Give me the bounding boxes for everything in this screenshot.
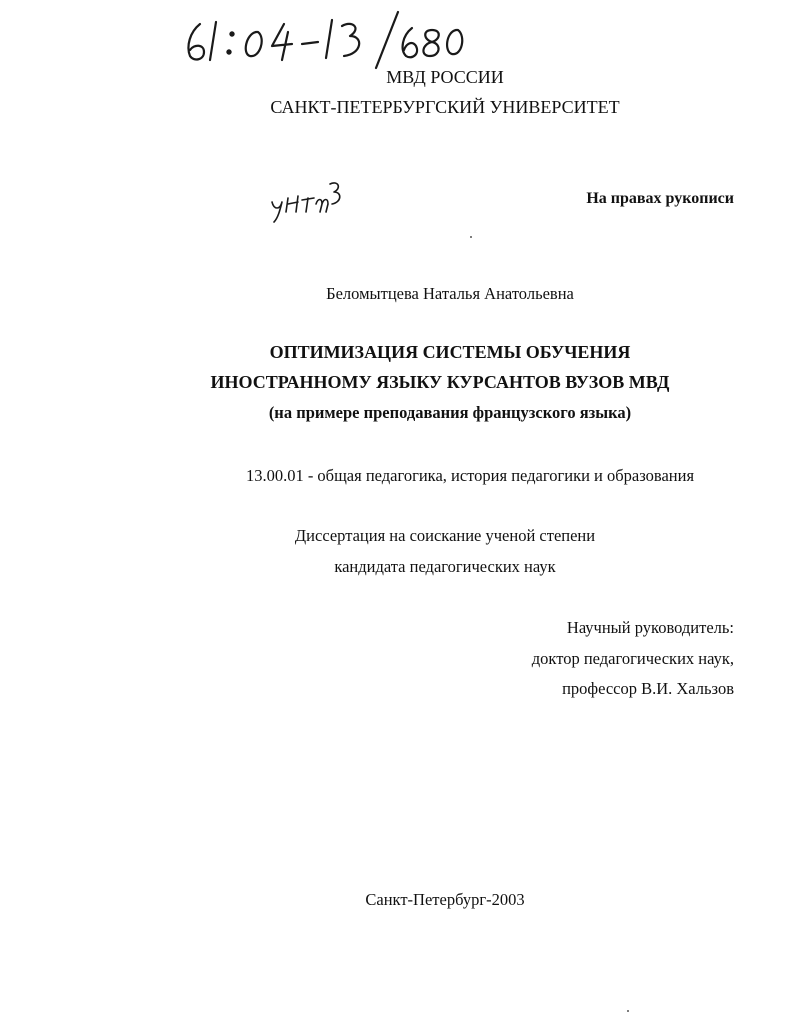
title-line-1: ОПТИМИЗАЦИЯ СИСТЕМЫ ОБУЧЕНИЯ — [269, 342, 631, 362]
degree-line-1: Диссертация на соискание ученой степени — [294, 526, 596, 545]
supervisor-name: профессор В.И. Хальзов — [562, 679, 734, 698]
manuscript-note: На правах рукописи — [586, 190, 734, 207]
author-name: Беломытцева Наталья Анатольевна — [326, 284, 574, 303]
supervisor-degree: доктор педагогических наук, — [531, 649, 734, 668]
scan-speck — [627, 1010, 629, 1012]
handwritten-mark — [268, 176, 348, 224]
specialty-code: 13.00.01 - общая педагогика, история педагогики и образования — [245, 466, 695, 485]
handwritten-catalog-code — [180, 10, 470, 70]
scan-speck — [470, 236, 472, 238]
university-heading: САНКТ-ПЕТЕРБУРГСКИЙ УНИВЕРСИТЕТ — [270, 97, 620, 117]
city-year: Санкт-Петербург-2003 — [365, 890, 525, 909]
degree-line-2: кандидата педагогических наук — [334, 557, 556, 576]
title-line-2: ИНОСТРАННОМУ ЯЗЫКУ КУРСАНТОВ ВУЗОВ МВД — [210, 372, 670, 392]
supervisor-label: Научный руководитель: — [566, 618, 734, 637]
ministry-heading: МВД РОССИИ — [386, 67, 504, 87]
title-subtitle: (на примере преподавания французского языка) — [268, 403, 632, 422]
